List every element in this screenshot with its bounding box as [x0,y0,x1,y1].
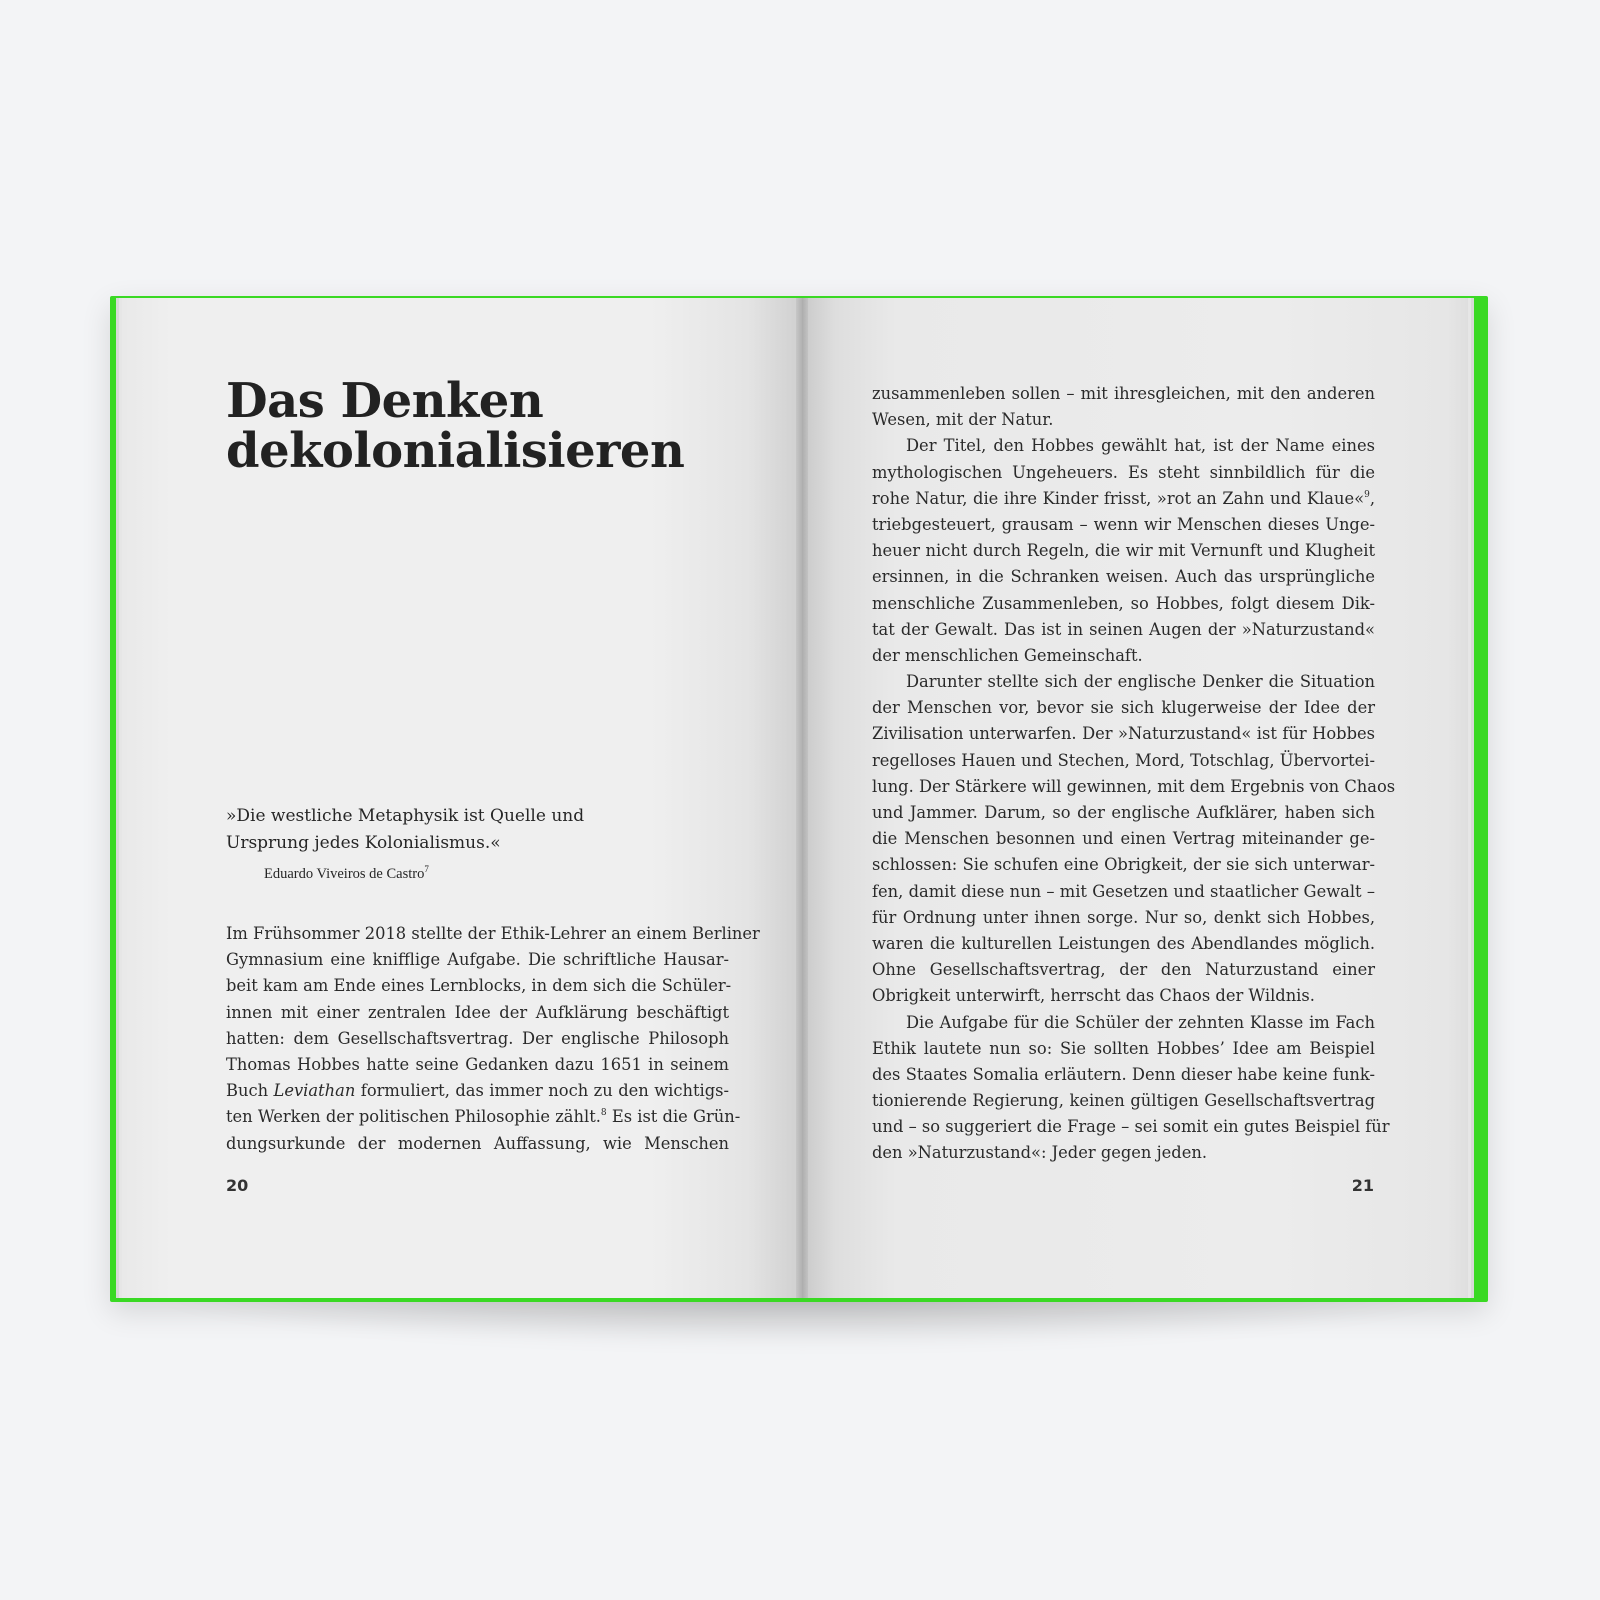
text-line: Zivilisation unterwarfen. Der »Naturzustand« ist für Hobbes [872,724,1375,744]
epigraph-quote [226,803,646,857]
text-line: den »Naturzustand«: Jeder gegen jeden. [872,1143,1207,1163]
text-line: die Menschen besonnen und einen Vertrag miteinander ge- [872,829,1375,849]
chapter-title-line: dekolonialisieren [226,423,685,479]
text-line: Ethik lautete nun so: Sie sollten Hobbes’ Idee am Beispiel [872,1038,1375,1058]
left-page [116,298,802,1298]
text-segment: Es ist die Grün- [606,1107,741,1127]
text-segment: , [1369,488,1375,508]
text-line: Der Titel, den Hobbes gewählt hat, ist der Name eines [906,436,1375,456]
book-title-italic: Leviathan [273,1081,356,1101]
text-segment: rohe Natur, die ihre Kinder frisst, »rot an Zahn und Klaue« [872,488,1365,508]
text-line: lung. Der Stärkere will gewinnen, mit dem Ergebnis von Chaos [872,776,1396,796]
text-line: ersinnen, in die Schranken weisen. Auch das ursprüngliche [872,567,1375,587]
text-line: Im Frühsommer 2018 stellte der Ethik-Lehrer an einem Berliner [226,924,760,943]
book-gutter [796,298,808,1298]
text-line: Die Aufgabe für die Schüler der zehnten Klasse im Fach [906,1012,1375,1032]
footnote-marker: 9 [1364,489,1370,500]
epigraph-author-name: Eduardo Viveiros de Castro [264,866,425,882]
chapter-title [226,373,685,479]
page-number-left: 20 [226,1176,249,1195]
text-line: des Staates Somalia erläutern. Denn dieser habe keine funk- [872,1064,1375,1084]
text-line: Gymnasium eine knifflige Aufgabe. Die schriftliche Hausar- [226,950,729,970]
text-line: der Menschen vor, bevor sie sich klugerweise der Idee der [872,698,1375,718]
text-line: beit kam am Ende eines Lernblocks, in dem sich die Schüler- [226,976,732,996]
text-line: dungsurkunde der modernen Auffassung, wie Menschen [226,1133,729,1153]
text-line: triebgesteuert, grausam – wenn wir Menschen dieses Unge- [872,514,1375,534]
text-line: schlossen: Sie schufen eine Obrigkeit, der sie sich unterwar- [872,855,1375,875]
left-body-text [226,921,760,1157]
epigraph-quote-line: »Die westliche Metaphysik ist Quelle und [226,806,585,826]
text-segment: ten Werken der politischen Philosophie zählt. [226,1107,601,1127]
text-line [872,486,1375,512]
text-line: Wesen, mit der Natur. [872,410,1054,430]
text-line: für Ordnung unter ihnen sorge. Nur so, denkt sich Hobbes, [872,907,1375,927]
text-line: tionierende Regierung, keinen gültigen Gesellschaftsvertrag [872,1091,1375,1111]
text-line: heuer nicht durch Regeln, die wir mit Vernunft und Klugheit [872,541,1375,561]
chapter-title-line: Das Denken [226,373,544,429]
epigraph-author [264,859,646,884]
footnote-marker: 7 [424,864,429,874]
right-body-text [872,381,1396,1167]
right-page [802,298,1474,1298]
epigraph-quote-line: Ursprung jedes Kolonialismus.« [226,833,501,853]
text-segment: formuliert, das immer noch zu den wichtigs- [355,1081,729,1101]
text-line: Ohne Gesellschaftsvertrag, der den Naturzustand einer [872,960,1375,980]
text-line [226,1078,729,1104]
text-segment: Buch [226,1081,274,1101]
text-line: Obrigkeit unterwirft, herrscht das Chaos der Wildnis. [872,986,1315,1006]
text-line: menschliche Zusammenleben, so Hobbes, folgt diesem Dik- [872,593,1375,613]
text-line: zusammenleben sollen – mit ihresgleichen, mit den anderen [872,384,1375,403]
text-line: regelloses Hauen und Stechen, Mord, Totschlag, Übervortei- [872,750,1375,770]
text-line [226,1104,741,1130]
epigraph [226,803,646,884]
text-line: innen mit einer zentralen Idee der Aufklärung beschäftigt [226,1002,729,1022]
footnote-marker: 8 [600,1108,607,1119]
text-line: der menschlichen Gemeinschaft. [872,645,1143,665]
page-number-right: 21 [1351,1176,1374,1195]
text-line: fen, damit diese nun – mit Gesetzen und staatlicher Gewalt – [872,881,1375,901]
text-line: waren die kulturellen Leistungen des Abendlandes möglich. [872,933,1375,953]
text-line: und – so suggeriert die Frage – sei somit ein gutes Beispiel für [872,1117,1390,1137]
text-line: Thomas Hobbes hatte seine Gedanken dazu 1651 in seinem [226,1054,729,1074]
text-line: und Jammer. Darum, so der englische Aufklärer, haben sich [872,803,1375,822]
text-line: mythologischen Ungeheuers. Es steht sinnbildlich für die [872,462,1375,482]
text-line: tat der Gewalt. Das ist in seinen Augen der »Naturzustand« [872,619,1375,639]
text-line: Darunter stellte sich der englische Denker die Situation [906,672,1375,692]
text-line: hatten: dem Gesellschaftsvertrag. Der englische Philosoph [226,1028,729,1048]
